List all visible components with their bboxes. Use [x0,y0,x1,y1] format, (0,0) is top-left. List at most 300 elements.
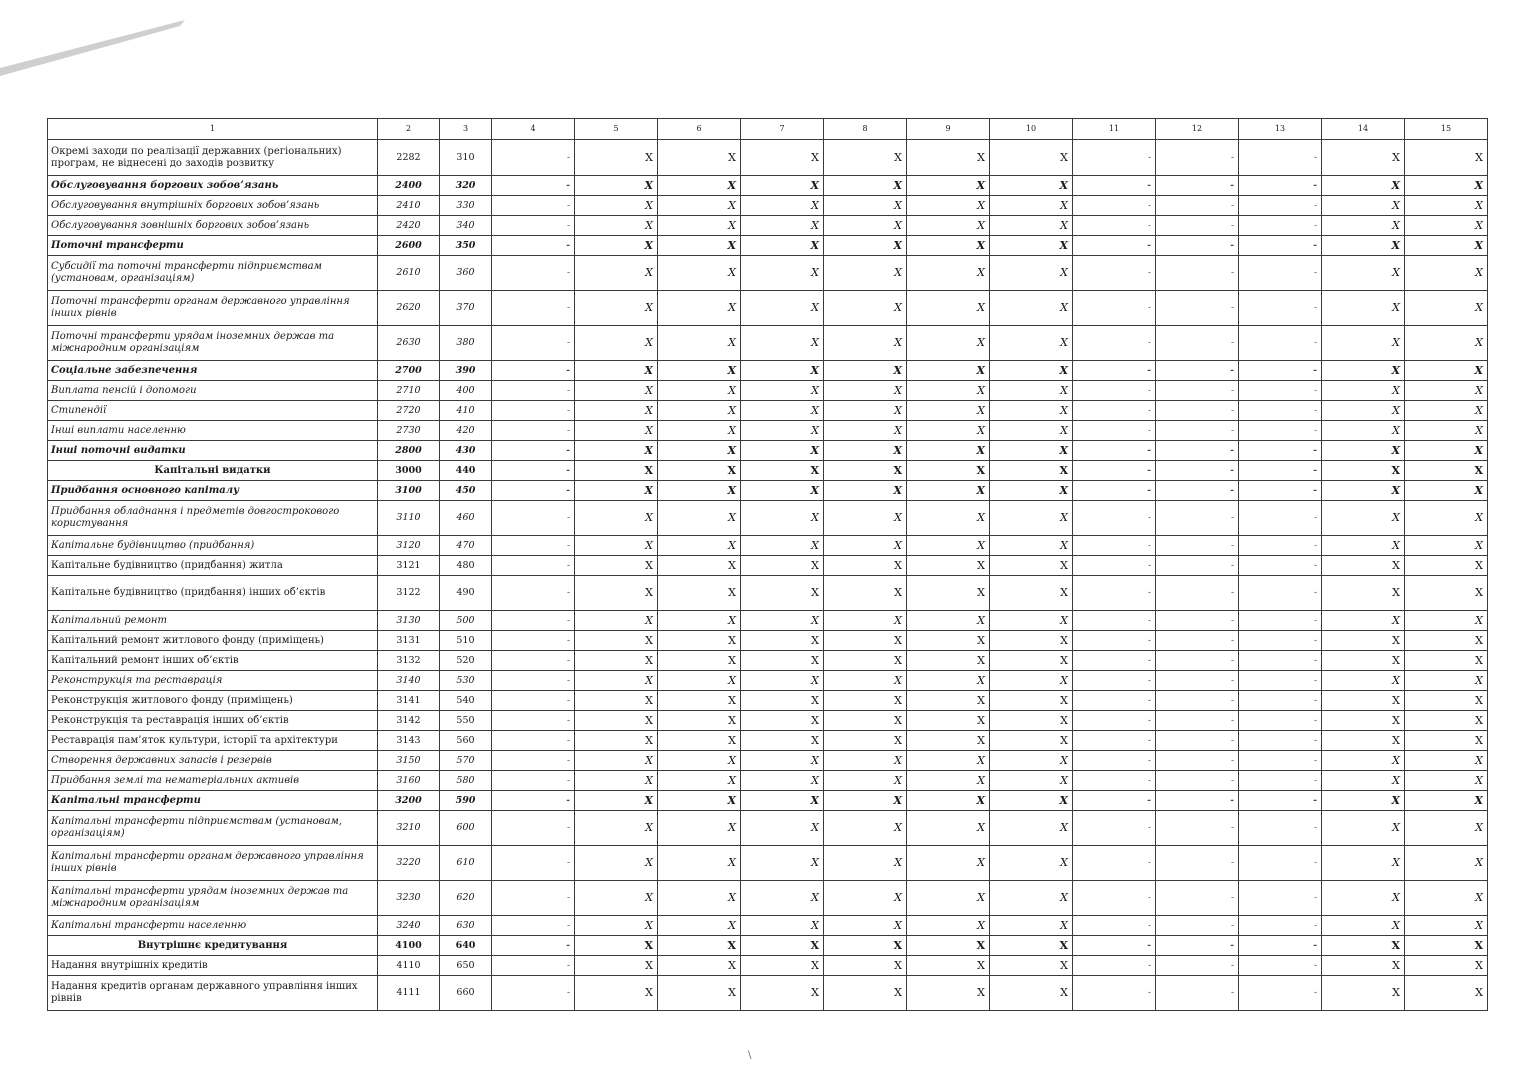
x-mark-cell: X [824,846,907,881]
x-mark-cell: X [1405,916,1488,936]
x-mark-cell: X [741,381,824,401]
x-mark-cell: X [658,256,741,291]
x-mark-cell: X [907,976,990,1011]
row-line-code: 570 [440,751,492,771]
x-mark-cell: X [575,916,658,936]
row-name: Реконструкція та реставрація інших об’єктів [48,711,378,731]
row-name: Поточні трансферти урядам іноземних держав та міжнародним організаціям [48,326,378,361]
table-row [48,481,1488,501]
dash-cell: - [1239,501,1322,536]
dash-cell: - [492,501,575,536]
dash-cell: - [1239,536,1322,556]
x-mark-cell: X [741,976,824,1011]
dash-cell: - [1239,976,1322,1011]
dash-cell: - [1073,611,1156,631]
row-name: Капітальні трансферти урядам іноземних держав та міжнародним організаціям [48,881,378,916]
dash-cell: - [1156,691,1239,711]
dash-cell: - [1156,771,1239,791]
row-code: 3110 [378,501,440,536]
x-mark-cell: X [907,481,990,501]
row-line-code: 440 [440,461,492,481]
x-mark-cell: X [990,326,1073,361]
x-mark-cell: X [575,556,658,576]
dash-cell: - [492,176,575,196]
x-mark-cell: X [1405,691,1488,711]
row-name: Капітальний ремонт [48,611,378,631]
x-mark-cell: X [1322,771,1405,791]
x-mark-cell: X [1405,326,1488,361]
x-mark-cell: X [907,501,990,536]
x-mark-cell: X [658,421,741,441]
x-mark-cell: X [658,196,741,216]
row-name: Капітальне будівництво (придбання) [48,536,378,556]
x-mark-cell: X [575,481,658,501]
table-body [48,119,1488,1011]
row-code: 3160 [378,771,440,791]
x-mark-cell: X [824,881,907,916]
x-mark-cell: X [575,671,658,691]
table-row [48,611,1488,631]
dash-cell: - [492,881,575,916]
dash-cell: - [1239,691,1322,711]
column-number: 5 [575,119,658,140]
x-mark-cell: X [658,461,741,481]
dash-cell: - [492,291,575,326]
x-mark-cell: X [1405,771,1488,791]
table-row [48,671,1488,691]
x-mark-cell: X [575,501,658,536]
x-mark-cell: X [741,140,824,176]
x-mark-cell: X [1322,401,1405,421]
dash-cell: - [1156,751,1239,771]
x-mark-cell: X [741,216,824,236]
column-number: 1 [48,119,378,140]
row-code: 2600 [378,236,440,256]
row-code: 3150 [378,751,440,771]
x-mark-cell: X [990,936,1073,956]
x-mark-cell: X [1322,631,1405,651]
row-code: 3210 [378,811,440,846]
row-code: 3132 [378,651,440,671]
x-mark-cell: X [1322,671,1405,691]
x-mark-cell: X [575,236,658,256]
x-mark-cell: X [658,326,741,361]
dash-cell: - [492,461,575,481]
row-code: 3240 [378,916,440,936]
column-number: 13 [1239,119,1322,140]
x-mark-cell: X [990,361,1073,381]
row-code: 3120 [378,536,440,556]
x-mark-cell: X [824,501,907,536]
x-mark-cell: X [907,791,990,811]
x-mark-cell: X [1405,671,1488,691]
dash-cell: - [492,936,575,956]
row-code: 2620 [378,291,440,326]
row-code: 3230 [378,881,440,916]
x-mark-cell: X [824,976,907,1011]
dash-cell: - [492,711,575,731]
dash-cell: - [1239,711,1322,731]
x-mark-cell: X [658,441,741,461]
row-line-code: 390 [440,361,492,381]
row-name: Реконструкція та реставрація [48,671,378,691]
dash-cell: - [1073,731,1156,751]
dash-cell: - [1156,556,1239,576]
row-line-code: 470 [440,536,492,556]
x-mark-cell: X [658,176,741,196]
x-mark-cell: X [575,846,658,881]
x-mark-cell: X [824,631,907,651]
x-mark-cell: X [1405,536,1488,556]
x-mark-cell: X [824,291,907,326]
dash-cell: - [1156,811,1239,846]
dash-cell: - [1073,140,1156,176]
row-code: 3143 [378,731,440,751]
x-mark-cell: X [824,536,907,556]
dash-cell: - [1156,791,1239,811]
x-mark-cell: X [1322,576,1405,611]
x-mark-cell: X [658,556,741,576]
dash-cell: - [1073,361,1156,381]
row-line-code: 580 [440,771,492,791]
x-mark-cell: X [1322,791,1405,811]
x-mark-cell: X [1405,140,1488,176]
dash-cell: - [1239,236,1322,256]
x-mark-cell: X [741,936,824,956]
x-mark-cell: X [741,651,824,671]
x-mark-cell: X [741,751,824,771]
dash-cell: - [1073,936,1156,956]
x-mark-cell: X [658,361,741,381]
x-mark-cell: X [824,691,907,711]
x-mark-cell: X [1322,441,1405,461]
x-mark-cell: X [658,731,741,751]
x-mark-cell: X [1322,651,1405,671]
x-mark-cell: X [741,401,824,421]
x-mark-cell: X [824,771,907,791]
row-code: 3122 [378,576,440,611]
dash-cell: - [1156,576,1239,611]
x-mark-cell: X [907,536,990,556]
row-code: 2720 [378,401,440,421]
x-mark-cell: X [990,576,1073,611]
dash-cell: - [1156,956,1239,976]
x-mark-cell: X [990,140,1073,176]
x-mark-cell: X [658,651,741,671]
x-mark-cell: X [1405,501,1488,536]
x-mark-cell: X [741,731,824,751]
x-mark-cell: X [990,811,1073,846]
x-mark-cell: X [1322,501,1405,536]
x-mark-cell: X [907,956,990,976]
x-mark-cell: X [990,731,1073,751]
dash-cell: - [1073,956,1156,976]
row-name: Придбання землі та нематеріальних активів [48,771,378,791]
dash-cell: - [1156,196,1239,216]
x-mark-cell: X [741,441,824,461]
row-line-code: 490 [440,576,492,611]
x-mark-cell: X [658,691,741,711]
x-mark-cell: X [741,501,824,536]
x-mark-cell: X [990,651,1073,671]
dash-cell: - [1073,291,1156,326]
x-mark-cell: X [1405,576,1488,611]
dash-cell: - [492,140,575,176]
x-mark-cell: X [907,691,990,711]
x-mark-cell: X [1405,461,1488,481]
x-mark-cell: X [907,236,990,256]
x-mark-cell: X [990,691,1073,711]
dash-cell: - [1239,421,1322,441]
x-mark-cell: X [575,651,658,671]
column-number: 9 [907,119,990,140]
x-mark-cell: X [741,556,824,576]
row-name: Обслуговування внутрішніх боргових зобов’язань [48,196,378,216]
dash-cell: - [1239,671,1322,691]
x-mark-cell: X [741,461,824,481]
x-mark-cell: X [907,441,990,461]
scan-edge-mark [0,20,190,80]
dash-cell: - [492,846,575,881]
x-mark-cell: X [1322,196,1405,216]
x-mark-cell: X [907,771,990,791]
x-mark-cell: X [990,501,1073,536]
dash-cell: - [1239,731,1322,751]
x-mark-cell: X [1405,751,1488,771]
row-line-code: 420 [440,421,492,441]
table-row [48,881,1488,916]
x-mark-cell: X [990,711,1073,731]
x-mark-cell: X [575,291,658,326]
row-name: Соціальне забезпечення [48,361,378,381]
x-mark-cell: X [741,576,824,611]
table-row [48,176,1488,196]
row-code: 2710 [378,381,440,401]
row-line-code: 660 [440,976,492,1011]
x-mark-cell: X [824,731,907,751]
x-mark-cell: X [741,846,824,881]
table-row [48,631,1488,651]
x-mark-cell: X [658,771,741,791]
dash-cell: - [1156,881,1239,916]
dash-cell: - [1073,236,1156,256]
dash-cell: - [1239,441,1322,461]
x-mark-cell: X [1322,216,1405,236]
row-line-code: 560 [440,731,492,751]
row-name: Капітальний ремонт житлового фонду (приміщень) [48,631,378,651]
x-mark-cell: X [1322,936,1405,956]
dash-cell: - [1239,751,1322,771]
dash-cell: - [492,421,575,441]
x-mark-cell: X [824,811,907,846]
row-code: 2700 [378,361,440,381]
dash-cell: - [492,651,575,671]
x-mark-cell: X [741,631,824,651]
dash-cell: - [492,731,575,751]
row-code: 4110 [378,956,440,976]
dash-cell: - [492,481,575,501]
row-name: Придбання основного капіталу [48,481,378,501]
row-line-code: 480 [440,556,492,576]
x-mark-cell: X [990,846,1073,881]
x-mark-cell: X [1322,236,1405,256]
table-row [48,536,1488,556]
x-mark-cell: X [1322,140,1405,176]
dash-cell: - [492,956,575,976]
row-code: 3131 [378,631,440,651]
x-mark-cell: X [1322,176,1405,196]
dash-cell: - [1073,711,1156,731]
x-mark-cell: X [824,611,907,631]
x-mark-cell: X [741,791,824,811]
x-mark-cell: X [990,956,1073,976]
x-mark-cell: X [1405,881,1488,916]
x-mark-cell: X [990,381,1073,401]
table-row [48,291,1488,326]
x-mark-cell: X [824,256,907,291]
dash-cell: - [1073,461,1156,481]
row-name: Поточні трансферти органам державного управління інших рівнів [48,291,378,326]
row-name: Обслуговування зовнішніх боргових зобов’язань [48,216,378,236]
row-line-code: 530 [440,671,492,691]
dash-cell: - [492,976,575,1011]
x-mark-cell: X [575,791,658,811]
table-row [48,846,1488,881]
x-mark-cell: X [1322,691,1405,711]
x-mark-cell: X [1405,236,1488,256]
x-mark-cell: X [575,326,658,361]
dash-cell: - [492,631,575,651]
row-line-code: 330 [440,196,492,216]
dash-cell: - [1156,381,1239,401]
dash-cell: - [492,401,575,421]
x-mark-cell: X [1405,176,1488,196]
row-line-code: 600 [440,811,492,846]
dash-cell: - [1239,140,1322,176]
x-mark-cell: X [741,881,824,916]
x-mark-cell: X [1405,421,1488,441]
x-mark-cell: X [907,326,990,361]
x-mark-cell: X [990,751,1073,771]
row-line-code: 520 [440,651,492,671]
row-name: Придбання обладнання і предметів довгострокового користування [48,501,378,536]
row-line-code: 510 [440,631,492,651]
row-name: Виплата пенсій і допомоги [48,381,378,401]
column-number: 2 [378,119,440,140]
x-mark-cell: X [741,421,824,441]
x-mark-cell: X [824,711,907,731]
x-mark-cell: X [1405,556,1488,576]
table-row [48,811,1488,846]
dash-cell: - [1156,631,1239,651]
dash-cell: - [1156,326,1239,361]
table-row [48,216,1488,236]
row-code: 2610 [378,256,440,291]
x-mark-cell: X [990,176,1073,196]
x-mark-cell: X [575,421,658,441]
x-mark-cell: X [1405,631,1488,651]
x-mark-cell: X [990,216,1073,236]
row-line-code: 610 [440,846,492,881]
x-mark-cell: X [658,140,741,176]
x-mark-cell: X [1322,811,1405,846]
x-mark-cell: X [824,361,907,381]
x-mark-cell: X [741,916,824,936]
dash-cell: - [1156,216,1239,236]
x-mark-cell: X [658,536,741,556]
table-row [48,976,1488,1011]
dash-cell: - [492,361,575,381]
row-code: 3100 [378,481,440,501]
x-mark-cell: X [1322,381,1405,401]
x-mark-cell: X [658,916,741,936]
table-row [48,461,1488,481]
x-mark-cell: X [1405,936,1488,956]
x-mark-cell: X [907,140,990,176]
table-row [48,771,1488,791]
x-mark-cell: X [907,846,990,881]
dash-cell: - [1156,536,1239,556]
x-mark-cell: X [907,671,990,691]
dash-cell: - [1239,401,1322,421]
row-name: Обслуговування боргових зобов’язань [48,176,378,196]
row-name: Субсидії та поточні трансферти підприємствам (установам, організаціям) [48,256,378,291]
x-mark-cell: X [1405,711,1488,731]
dash-cell: - [1156,711,1239,731]
x-mark-cell: X [741,711,824,731]
row-name: Реконструкція житлового фонду (приміщень) [48,691,378,711]
x-mark-cell: X [907,461,990,481]
x-mark-cell: X [1322,731,1405,751]
x-mark-cell: X [1405,956,1488,976]
dash-cell: - [1239,651,1322,671]
x-mark-cell: X [990,881,1073,916]
x-mark-cell: X [1322,916,1405,936]
dash-cell: - [1239,256,1322,291]
dash-cell: - [1073,441,1156,461]
dash-cell: - [1239,631,1322,651]
row-name: Окремі заходи по реалізації державних (регіональних) програм, не віднесені до заходів розвитку [48,140,378,176]
column-number-row [48,119,1488,140]
dash-cell: - [1073,481,1156,501]
row-name: Реставрація пам’яток культури, історії та архітектури [48,731,378,751]
table-row [48,256,1488,291]
x-mark-cell: X [1322,846,1405,881]
table-row [48,651,1488,671]
x-mark-cell: X [990,236,1073,256]
x-mark-cell: X [741,956,824,976]
x-mark-cell: X [1322,461,1405,481]
x-mark-cell: X [990,791,1073,811]
budget-table-sheet [47,118,1485,1011]
dash-cell: - [1073,771,1156,791]
row-name: Капітальне будівництво (придбання) інших об’єктів [48,576,378,611]
x-mark-cell: X [1405,216,1488,236]
dash-cell: - [1073,631,1156,651]
table-row [48,501,1488,536]
dash-cell: - [1239,881,1322,916]
x-mark-cell: X [1322,711,1405,731]
x-mark-cell: X [824,461,907,481]
dash-cell: - [1156,291,1239,326]
x-mark-cell: X [990,631,1073,651]
table-row [48,361,1488,381]
dash-cell: - [1073,671,1156,691]
x-mark-cell: X [907,556,990,576]
dash-cell: - [1156,421,1239,441]
x-mark-cell: X [990,536,1073,556]
row-code: 3141 [378,691,440,711]
